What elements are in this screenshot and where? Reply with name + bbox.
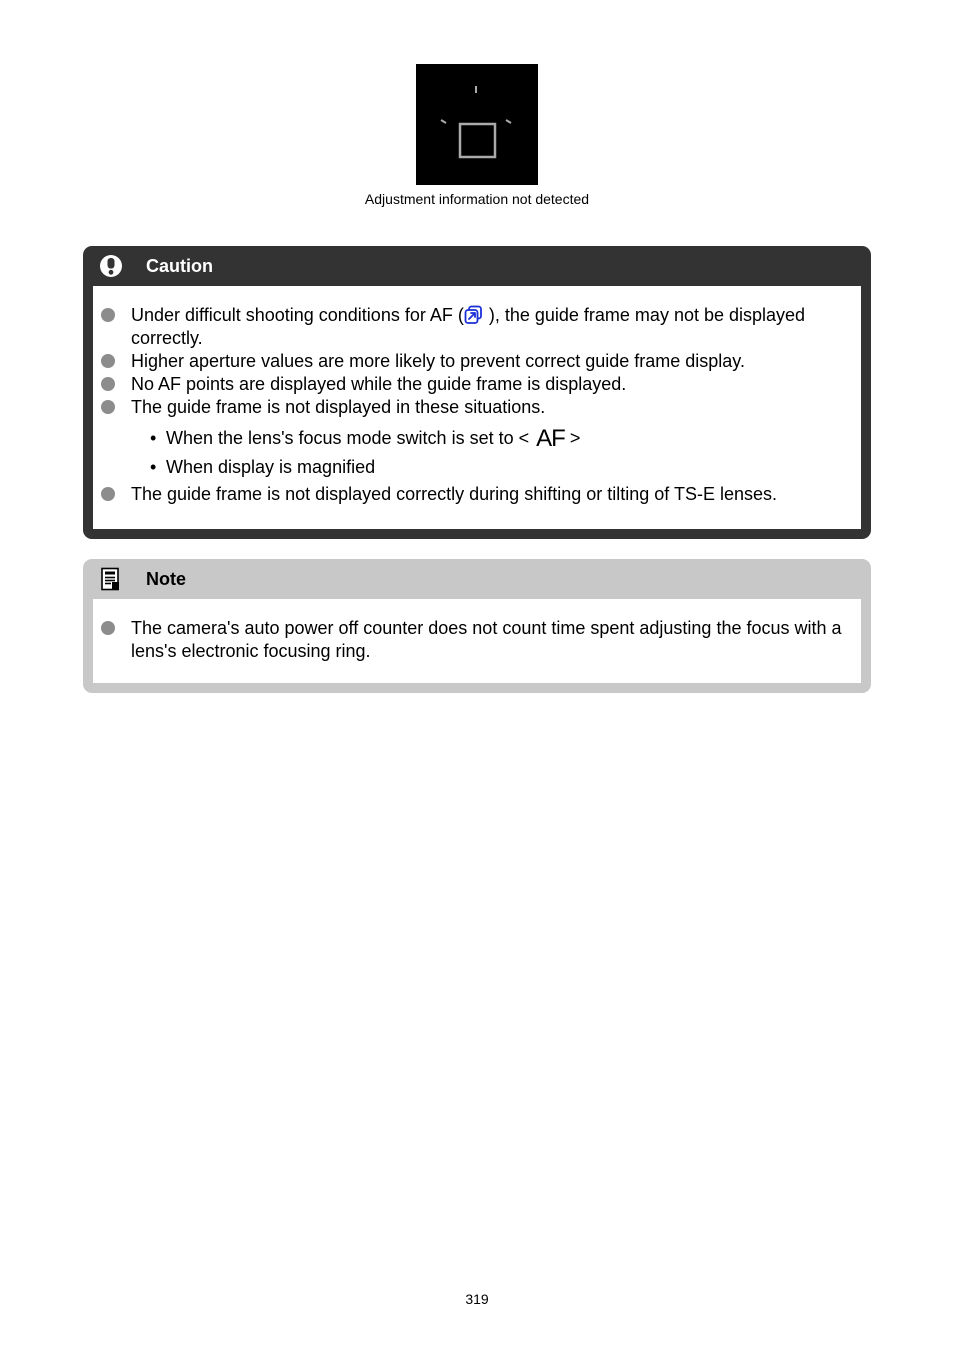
bullet-icon — [101, 308, 115, 322]
caution-body — [93, 286, 861, 529]
caution-header — [93, 246, 861, 286]
bullet-icon — [101, 400, 115, 414]
list-item: Under difficult shooting conditions for AF ( ), the guide frame may not be displayed correctly. — [101, 304, 851, 350]
note-header — [93, 559, 861, 599]
list-item: The guide frame is not displayed correctly during shifting or tilting of TS-E lenses. — [101, 483, 851, 506]
af-mode-mark: AF — [536, 425, 565, 452]
bullet-icon — [101, 354, 115, 368]
caution-title: Caution — [146, 255, 213, 276]
note-title: Note — [146, 568, 186, 589]
page-number: 319 — [465, 1291, 489, 1307]
list-item: The guide frame is not displayed in these situations. — [101, 396, 851, 419]
sub-bullet: • — [150, 428, 157, 448]
bullet-icon — [101, 487, 115, 501]
note-box — [83, 559, 871, 693]
caution-icon — [98, 253, 124, 279]
page-link-icon[interactable] — [464, 305, 484, 325]
list-item: Higher aperture values are more likely to prevent correct guide frame display. — [101, 350, 851, 373]
guide-frame-image — [416, 64, 538, 185]
guide-frame-illustration — [416, 64, 538, 185]
sub-bullet: • — [150, 457, 157, 477]
sub-list-item: • When display is magnified — [150, 457, 376, 477]
sub-list-item: • When the lens's focus mode switch is set to < AF > — [150, 425, 581, 452]
figure-caption: Adjustment information not detected — [364, 191, 590, 207]
note-body — [93, 599, 861, 683]
list-item: The camera's auto power off counter does not count time spent adjusting the focus with a lens's electronic focusing ring. — [101, 617, 851, 663]
list-item: No AF points are displayed while the guide frame is displayed. — [101, 373, 851, 396]
figure — [0, 64, 954, 208]
bullet-icon — [101, 621, 115, 635]
memo-icon — [98, 566, 124, 592]
caution-box — [83, 246, 871, 539]
bullet-icon — [101, 377, 115, 391]
